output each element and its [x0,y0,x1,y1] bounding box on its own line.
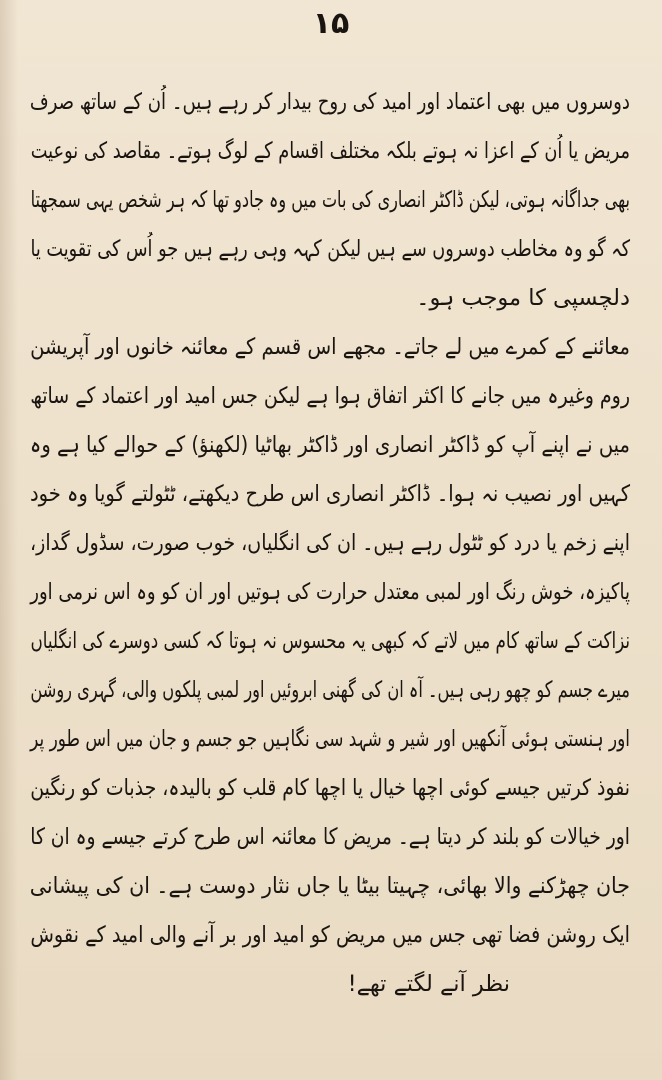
paragraph [30,323,630,1009]
text-line: میرے جسم کو چھو رہی ہیں۔ آہ ان کی گھنی ابروئیں اور لمبی پلکوں والی، گہری روشن [30,677,630,703]
text-line: دوسروں میں بھی اعتماد اور امید کی روح بیدار کر رہے ہیں۔ اُن کے ساتھ صرف [29,89,631,115]
text-line: پاکیزہ، خوش رنگ اور لمبی معتدل حرارت کی ہوتیں اور ان کو وہ اس نرمی اور [30,579,630,605]
text-line: روم وغیرہ میں جانے کا اکثر اتفاق ہوا ہے لیکن جس امید اور اعتماد کے ساتھ [30,383,631,409]
text-line: اور ہنستی ہوئی آنکھیں اور شیر و شہد سی نگاہیں جو جسم و جان میں اس طور پر [30,726,630,752]
text-line: کہیں اور نصیب نہ ہوا۔ ڈاکٹر انصاری اس طرح دیکھتے، ٹٹولتے گویا وہ خود [29,481,630,507]
paragraph [30,78,630,323]
body-text [30,78,630,1009]
text-line: بھی جداگانہ ہوتی، لیکن ڈاکٹر انصاری کی بات میں وہ جادو تھا کہ ہر شخص یہی سمجھتا [30,187,630,213]
text-line: اور خیالات کو بلند کر دیتا ہے۔ مریض کا معائنہ اس طرح کرتے جیسے وہ ان کا [30,824,631,850]
text-line: نظر آنے لگتے تھے! [347,971,510,997]
text-line: مریض یا اُن کے اعزا نہ ہوتے بلکہ مختلف اقسام کے لوگ ہوتے۔ مقاصد کی نوعیت [30,138,630,164]
text-line: نزاکت کے ساتھ کام میں لاتے کہ کبھی یہ محسوس نہ ہوتا کہ کسی دوسرے کی انگلیاں [30,628,630,654]
text-line: اپنے زخم یا درد کو ٹٹول رہے ہیں۔ ان کی انگلیاں، خوب صورت، سڈول گداز، [30,530,631,556]
text-line: جان چھڑکنے والا بھائی، چہیتا بیٹا یا جاں نثار دوست ہے۔ ان کی پیشانی [29,873,631,899]
text-line: دلچسپی کا موجب ہو۔ [416,285,630,311]
text-line: معائنے کے کمرے میں لے جاتے۔ مجھے اس قسم کے معائنہ خانوں اور آپریشن [30,334,631,360]
text-line: ایک روشن فضا تھی جس میں مریض کو امید اور بر آنے والی امید کے نقوش [30,922,631,948]
page-number: ۱۵ [312,6,350,41]
text-line: میں نے اپنے آپ کو ڈاکٹر انصاری اور ڈاکٹر بھاٹیا (لکھنؤ) کے حوالے کیا ہے وہ [29,432,631,458]
text-line: نفوذ کرتیں جیسے کوئی اچھا خیال یا اچھا کام قلب کو بالیدہ، جذبات کو رنگین [30,775,631,801]
text-line: کہ گو وہ مخاطب دوسروں سے ہیں لیکن کہہ وہی رہے ہیں جو اُس کی تقویت یا [30,236,630,262]
